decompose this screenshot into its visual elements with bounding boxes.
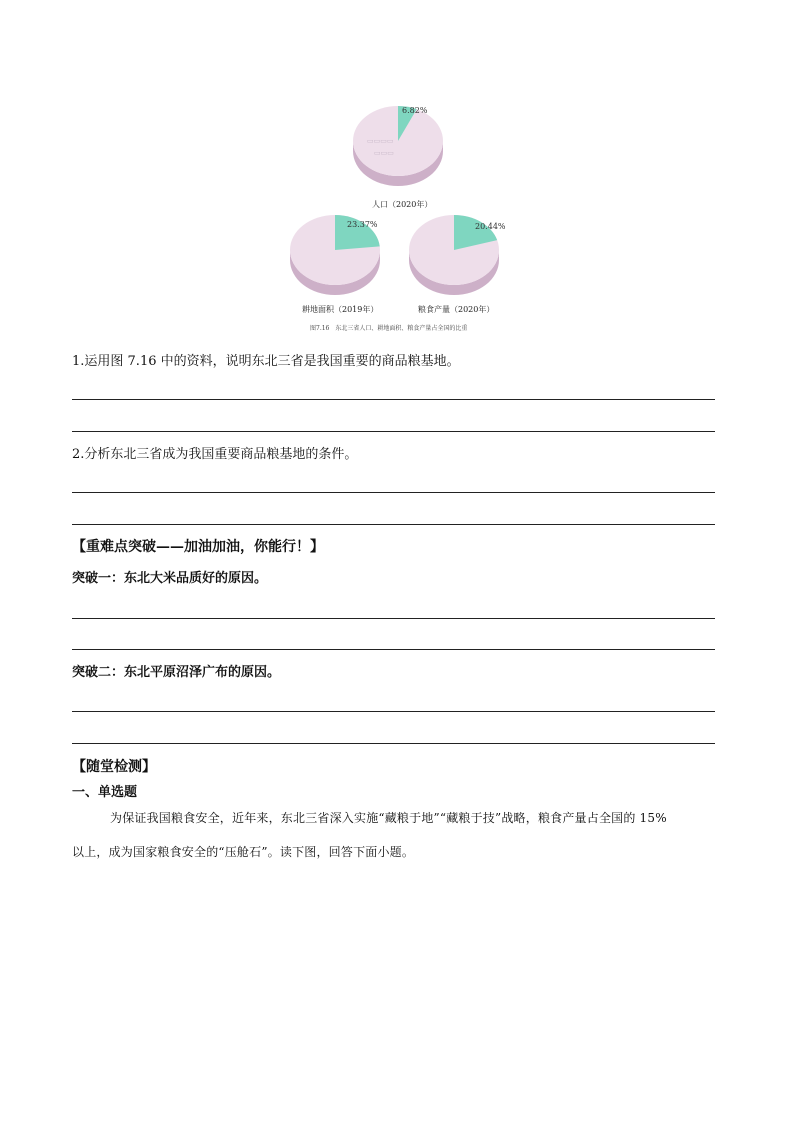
check-paragraph-line-1: 为保证我国粮食安全，近年来，东北三省深入实施“藏粮于地”“藏粮于技”战略，粮食产量占全国的 15%: [110, 811, 667, 825]
answer-line: [72, 524, 715, 525]
answer-line: [72, 711, 715, 712]
pie-percent-farmland: 23.37%: [347, 220, 378, 229]
pie-label-grain: 粮食产量（2020年）: [418, 305, 495, 314]
check-subheading: 一、单选题: [72, 785, 138, 800]
answer-line: [72, 618, 715, 619]
pie-figure: [282, 98, 512, 338]
breakthrough-heading: 【重难点突破——加油加油，你能行！】: [72, 539, 324, 555]
answer-line: [72, 431, 715, 432]
pie-percent-grain: 20.44%: [475, 222, 506, 231]
check-paragraph-line-2: 以上，成为国家粮食安全的“压舱石”。读下图，回答下面小题。: [72, 845, 415, 859]
pie-figure-svg: [282, 98, 512, 338]
svg-text:▭▭▭: ▭▭▭: [374, 149, 394, 157]
check-heading: 【随堂检测】: [72, 759, 156, 775]
answer-line: [72, 492, 715, 493]
question-1: 1.运用图 7.16 中的资料，说明东北三省是我国重要的商品粮基地。: [72, 354, 460, 369]
breakthrough-item-1: 突破一：东北大米品质好的原因。: [72, 571, 268, 586]
breakthrough-item-2: 突破二：东北平原沼泽广布的原因。: [72, 665, 281, 680]
answer-line: [72, 399, 715, 400]
pie-label-farmland: 耕地面积（2019年）: [302, 305, 379, 314]
answer-line: [72, 649, 715, 650]
pie-label-population: 人口（2020年）: [372, 200, 433, 209]
answer-line: [72, 743, 715, 744]
pie-percent-population: 6.82%: [402, 106, 428, 115]
pie-population: [353, 106, 443, 186]
figure-caption: 图7.16 东北三省人口、耕地面积、粮食产量占全国的比重: [310, 325, 468, 332]
question-2: 2.分析东北三省成为我国重要商品粮基地的条件。: [72, 447, 358, 462]
svg-text:▭▭▭▭: ▭▭▭▭: [367, 137, 394, 145]
